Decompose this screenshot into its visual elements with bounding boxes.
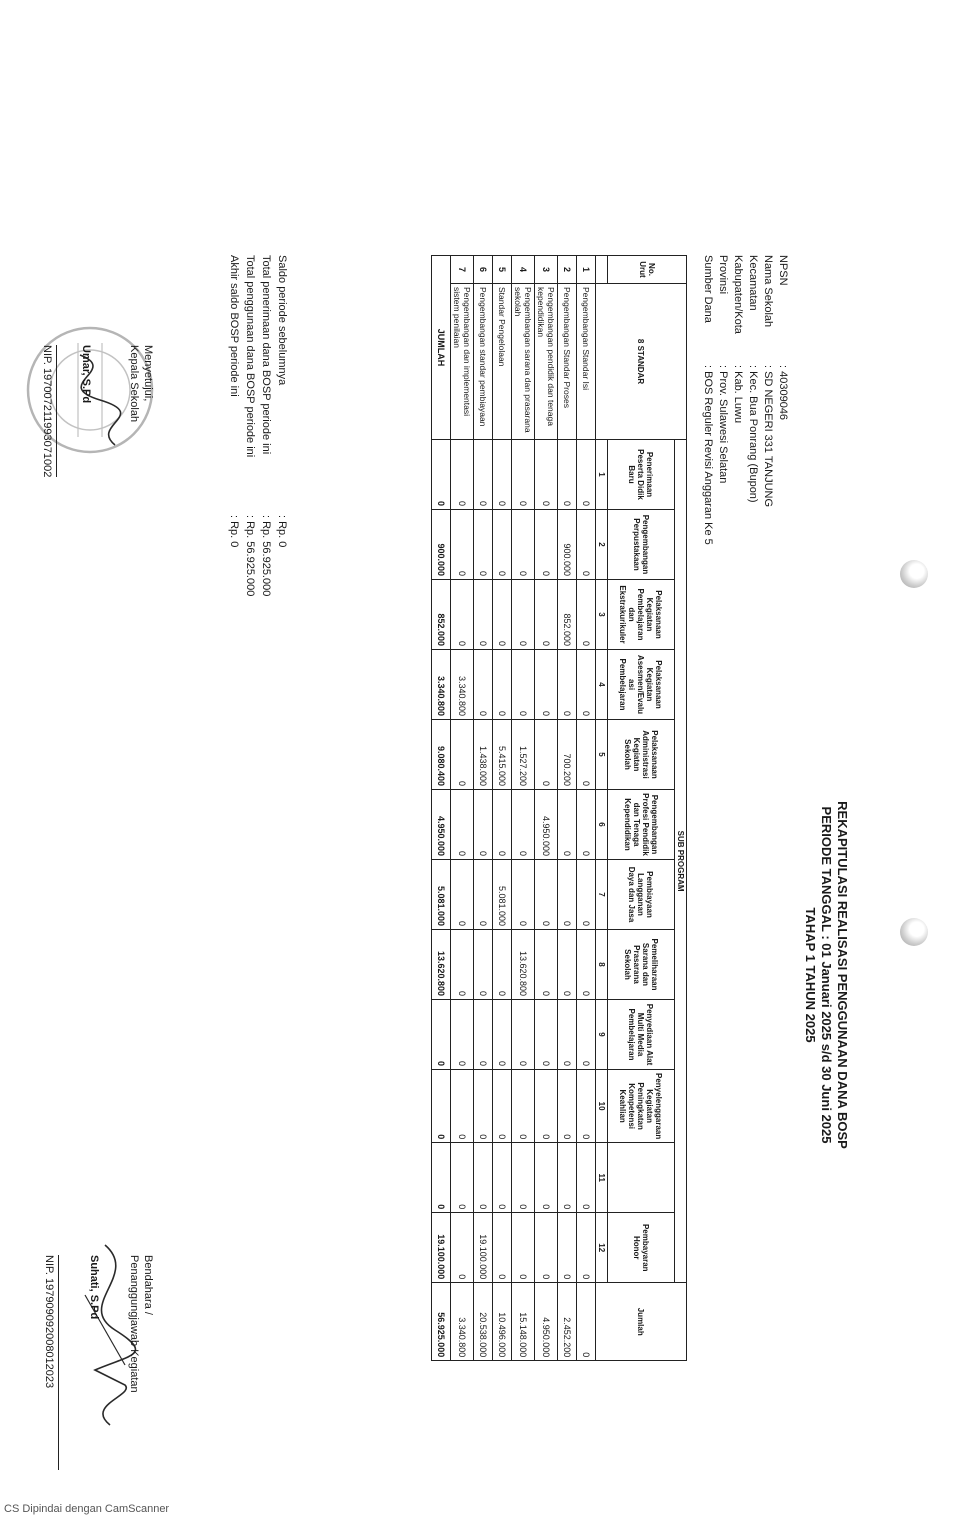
saldo-row: Saldo periode sebelumnya: Rp. 0	[276, 255, 288, 548]
cell-value: 3.340.800	[451, 650, 474, 720]
cell-value: 0	[474, 860, 493, 930]
title-line-2: PERIODE TANGGAL : 01 Januari 2025 s/d 30 Juni 2025	[819, 806, 834, 1144]
index-number: 8	[596, 930, 608, 1000]
cell-value: 900.000	[558, 510, 577, 580]
sign-right-nip: NIP. 197909092008012023	[42, 1255, 59, 1470]
row-standard-name: Pengembangan Standar Proses	[558, 284, 577, 440]
row-number: 2	[558, 256, 577, 284]
cell-value: 0	[558, 1000, 577, 1070]
index-number: 7	[596, 860, 608, 930]
school-info	[700, 255, 790, 545]
cell-value: 0	[577, 1000, 596, 1070]
cell-value: 0	[493, 1070, 512, 1143]
row-total: 2.452.200	[558, 1283, 577, 1361]
cell-value: 0	[535, 440, 558, 510]
cell-value: 0	[512, 1070, 535, 1143]
cell-value: 0	[558, 440, 577, 510]
cell-value: 0	[558, 650, 577, 720]
total-cell-value: 0	[432, 1143, 451, 1213]
row-standard-name: Standar Pengelolaan	[493, 284, 512, 440]
row-number: 4	[512, 256, 535, 284]
cell-value: 1.527.200	[512, 720, 535, 790]
cell-value: 4.950.000	[535, 790, 558, 860]
subprogram-header-7: Pembiayaan Langganan Daya dan Jasa	[608, 860, 675, 930]
subprogram-header-2: Pengembangan Perpustakaan	[608, 510, 675, 580]
cell-value: 0	[535, 1000, 558, 1070]
cell-value: 0	[474, 510, 493, 580]
cell-value: 0	[493, 510, 512, 580]
subprogram-header-5: Pelaksanaan Administrasi Kegiatan Sekolah	[608, 720, 675, 790]
cell-value: 0	[512, 650, 535, 720]
saldo-summary	[226, 255, 290, 596]
subprogram-header-12: Pembayaran Honor	[608, 1213, 675, 1283]
header-no-urut: No. Urut	[608, 256, 687, 284]
index-number: 1	[596, 440, 608, 510]
cell-value: 0	[558, 1213, 577, 1283]
cell-value: 0	[512, 440, 535, 510]
cell-value: 1.438.000	[474, 720, 493, 790]
total-cell-value: 5.081.000	[432, 860, 451, 930]
cell-value: 700.200	[558, 720, 577, 790]
punch-hole-top	[900, 560, 928, 588]
index-blank	[596, 256, 608, 284]
cell-value: 0	[493, 930, 512, 1000]
cell-value: 0	[474, 1070, 493, 1143]
index-number: 9	[596, 1000, 608, 1070]
total-cell-value: 0	[432, 1000, 451, 1070]
row-standard-name: Pengembangan pendidik dan tenaga kependidikan	[535, 284, 558, 440]
saldo-row: Total penerimaan dana BOSP periode ini: Rp. 56.925.000	[260, 255, 272, 597]
cell-value: 0	[577, 440, 596, 510]
cell-value: 0	[451, 440, 474, 510]
row-total: 20.538.000	[474, 1283, 493, 1361]
table-row	[558, 256, 577, 1361]
subprogram-header-4: Pelaksanaan Kegiatan Asesmen/Evalu asi Pembelajaran	[608, 650, 675, 720]
row-total: 15.148.000	[512, 1283, 535, 1361]
table-row	[474, 256, 493, 1361]
cell-value: 852.000	[558, 580, 577, 650]
info-row: Kabupaten/Kota: Kab. Luwu	[732, 255, 744, 424]
cell-value: 0	[577, 790, 596, 860]
cell-value: 0	[512, 1143, 535, 1213]
cell-value: 0	[451, 1143, 474, 1213]
index-number: 6	[596, 790, 608, 860]
cell-value: 0	[474, 1000, 493, 1070]
table-row	[535, 256, 558, 1361]
realization-table	[431, 255, 687, 1361]
cell-value: 0	[512, 510, 535, 580]
subprogram-header-10: Penyelenggaraan Kegiatan Peningkatan Kompetensi Keahlian	[608, 1070, 675, 1143]
total-cell-value: 0	[432, 440, 451, 510]
subprogram-header-8: Pemeliharaan Sarana dan Prasarana Sekolah	[608, 930, 675, 1000]
camscanner-footer: CS Dipindai dengan CamScanner	[4, 1503, 170, 1515]
cell-value: 0	[451, 720, 474, 790]
info-row: Nama Sekolah: SD NEGERI 331 TANJUNG	[762, 255, 774, 508]
cell-value: 0	[512, 790, 535, 860]
cell-value: 0	[577, 1070, 596, 1143]
grand-total: 56.925.000	[432, 1283, 451, 1361]
cell-value: 0	[474, 440, 493, 510]
cell-value: 0	[474, 580, 493, 650]
row-number: 6	[474, 256, 493, 284]
row-total: 10.496.000	[493, 1283, 512, 1361]
total-cell-value: 900.000	[432, 510, 451, 580]
cell-value: 0	[535, 1143, 558, 1213]
cell-value: 0	[577, 1143, 596, 1213]
title-line-3: TAHAP 1 TAHUN 2025	[803, 907, 818, 1043]
sign-right-line1: Bendahara /	[142, 1255, 154, 1315]
table-row	[512, 256, 535, 1361]
row-standard-name: Pengembangan Standar Isi	[577, 284, 596, 440]
cell-value: 0	[493, 1213, 512, 1283]
sign-left-nip: NIP. 197007211993071002	[40, 345, 57, 477]
cell-value: 0	[577, 860, 596, 930]
cell-value: 0	[535, 720, 558, 790]
cell-value: 0	[558, 1143, 577, 1213]
row-standard-name: Pengembangan standar pembiayaan	[474, 284, 493, 440]
cell-value: 0	[451, 790, 474, 860]
info-row: Provinsi: Prov. Sulawesi Selatan	[717, 255, 729, 484]
saldo-row: Akhir saldo BOSP periode ini: Rp. 0	[228, 255, 240, 548]
total-cell-value: 0	[432, 1070, 451, 1143]
sign-right-name: Suhati, S.Pd	[88, 1255, 100, 1320]
cell-value: 5.081.000	[493, 860, 512, 930]
sign-left-line1: Menyetujui,	[142, 345, 154, 402]
index-number: 2	[596, 510, 608, 580]
subprogram-header-9: Penyediaan Alat Multi Media Pembelajaran	[608, 1000, 675, 1070]
row-standard-name: Pengembangan dan implementasi sistem penilaian	[451, 284, 474, 440]
cell-value: 0	[493, 1000, 512, 1070]
cell-value: 0	[451, 1070, 474, 1143]
info-row: Kecamatan: Kec. Bua Ponrang (Bupon)	[747, 255, 759, 503]
cell-value: 0	[512, 1000, 535, 1070]
table-body	[432, 256, 596, 1361]
total-cell-value: 9.080.400	[432, 720, 451, 790]
table-row	[451, 256, 474, 1361]
sign-left-line2: Kepala Sekolah	[128, 345, 140, 423]
left-signature-block	[40, 345, 155, 477]
index-number: 11	[596, 1143, 608, 1213]
cell-value: 0	[451, 1000, 474, 1070]
total-cell-value: 19.100.000	[432, 1213, 451, 1283]
cell-value: 0	[493, 650, 512, 720]
cell-value: 0	[493, 1143, 512, 1213]
cell-value: 0	[558, 860, 577, 930]
cell-value: 0	[451, 580, 474, 650]
total-cell-value: 13.620.800	[432, 930, 451, 1000]
cell-value: 0	[493, 440, 512, 510]
header-jumlah: Jumlah	[596, 1283, 687, 1361]
info-row: Sumber Dana: BOS Reguler Revisi Anggaran Ke 5	[702, 255, 714, 545]
header-8-standar: 8 STANDAR	[596, 284, 687, 440]
cell-value: 0	[535, 930, 558, 1000]
cell-value: 0	[577, 650, 596, 720]
cell-value: 0	[558, 1070, 577, 1143]
header-sub-program: SUB PROGRAM	[675, 440, 687, 1283]
cell-value: 0	[535, 860, 558, 930]
total-cell-value: 852.000	[432, 580, 451, 650]
row-total: 0	[577, 1283, 596, 1361]
cell-value: 0	[535, 510, 558, 580]
cell-value: 0	[474, 1143, 493, 1213]
index-number: 4	[596, 650, 608, 720]
cell-value: 0	[577, 580, 596, 650]
sign-left-name: Umar, S.Pd	[80, 345, 92, 404]
cell-value: 0	[512, 580, 535, 650]
subprogram-header-11	[608, 1143, 675, 1213]
cell-value: 0	[493, 790, 512, 860]
cell-value: 0	[451, 860, 474, 930]
row-number: 5	[493, 256, 512, 284]
cell-value: 0	[535, 650, 558, 720]
index-number: 10	[596, 1070, 608, 1143]
subprogram-header-6: Pengembangan Profesi Pendidik dan Tenaga Kependidikan	[608, 790, 675, 860]
total-label: JUMLAH	[432, 256, 451, 440]
total-cell-value: 3.340.800	[432, 650, 451, 720]
cell-value: 0	[451, 930, 474, 1000]
row-total: 3.340.800	[451, 1283, 474, 1361]
cell-value: 19.100.000	[474, 1213, 493, 1283]
row-standard-name: Pengembangan sarana dan prasarana sekolah	[512, 284, 535, 440]
cell-value: 0	[577, 720, 596, 790]
row-total: 4.950.000	[535, 1283, 558, 1361]
cell-value: 0	[558, 930, 577, 1000]
table-row	[493, 256, 512, 1361]
saldo-row: Total penggunaan dana BOSP periode ini: Rp. 56.925.000	[244, 255, 256, 597]
document-sheet	[0, 255, 850, 1505]
cell-value: 0	[474, 790, 493, 860]
info-row: NPSN: 40309046	[777, 255, 789, 421]
punch-hole-bottom	[900, 918, 928, 946]
cell-value: 0	[535, 580, 558, 650]
index-number: 3	[596, 580, 608, 650]
index-number: 5	[596, 720, 608, 790]
row-number: 1	[577, 256, 596, 284]
total-row	[432, 256, 451, 1361]
cell-value: 13.620.800	[512, 930, 535, 1000]
cell-value: 0	[474, 650, 493, 720]
cell-value: 0	[535, 1070, 558, 1143]
row-number: 7	[451, 256, 474, 284]
cell-value: 0	[451, 510, 474, 580]
document-title	[802, 675, 850, 1275]
cell-value: 0	[474, 930, 493, 1000]
table-row	[577, 256, 596, 1361]
subprogram-header-1: Penerimaan Peserta Didik Baru	[608, 440, 675, 510]
cell-value: 0	[493, 580, 512, 650]
cell-value: 0	[512, 860, 535, 930]
index-number: 12	[596, 1213, 608, 1283]
right-signature-block	[42, 1255, 155, 1470]
cell-value: 0	[535, 1213, 558, 1283]
cell-value: 0	[451, 1213, 474, 1283]
cell-value: 0	[577, 930, 596, 1000]
sign-right-line2: Penanggungjawab Kegiatan	[128, 1255, 140, 1393]
subprogram-header-3: Pelaksanaan Kegiatan Pembelajaran dan Ekstrakurikuler	[608, 580, 675, 650]
total-cell-value: 4.950.000	[432, 790, 451, 860]
cell-value: 0	[512, 1213, 535, 1283]
title-line-1: REKAPITULASI REALISASI PENGGUNAAN DANA BOSP	[835, 801, 850, 1149]
cell-value: 0	[558, 790, 577, 860]
cell-value: 0	[577, 510, 596, 580]
cell-value: 0	[577, 1213, 596, 1283]
row-number: 3	[535, 256, 558, 284]
cell-value: 5.415.000	[493, 720, 512, 790]
